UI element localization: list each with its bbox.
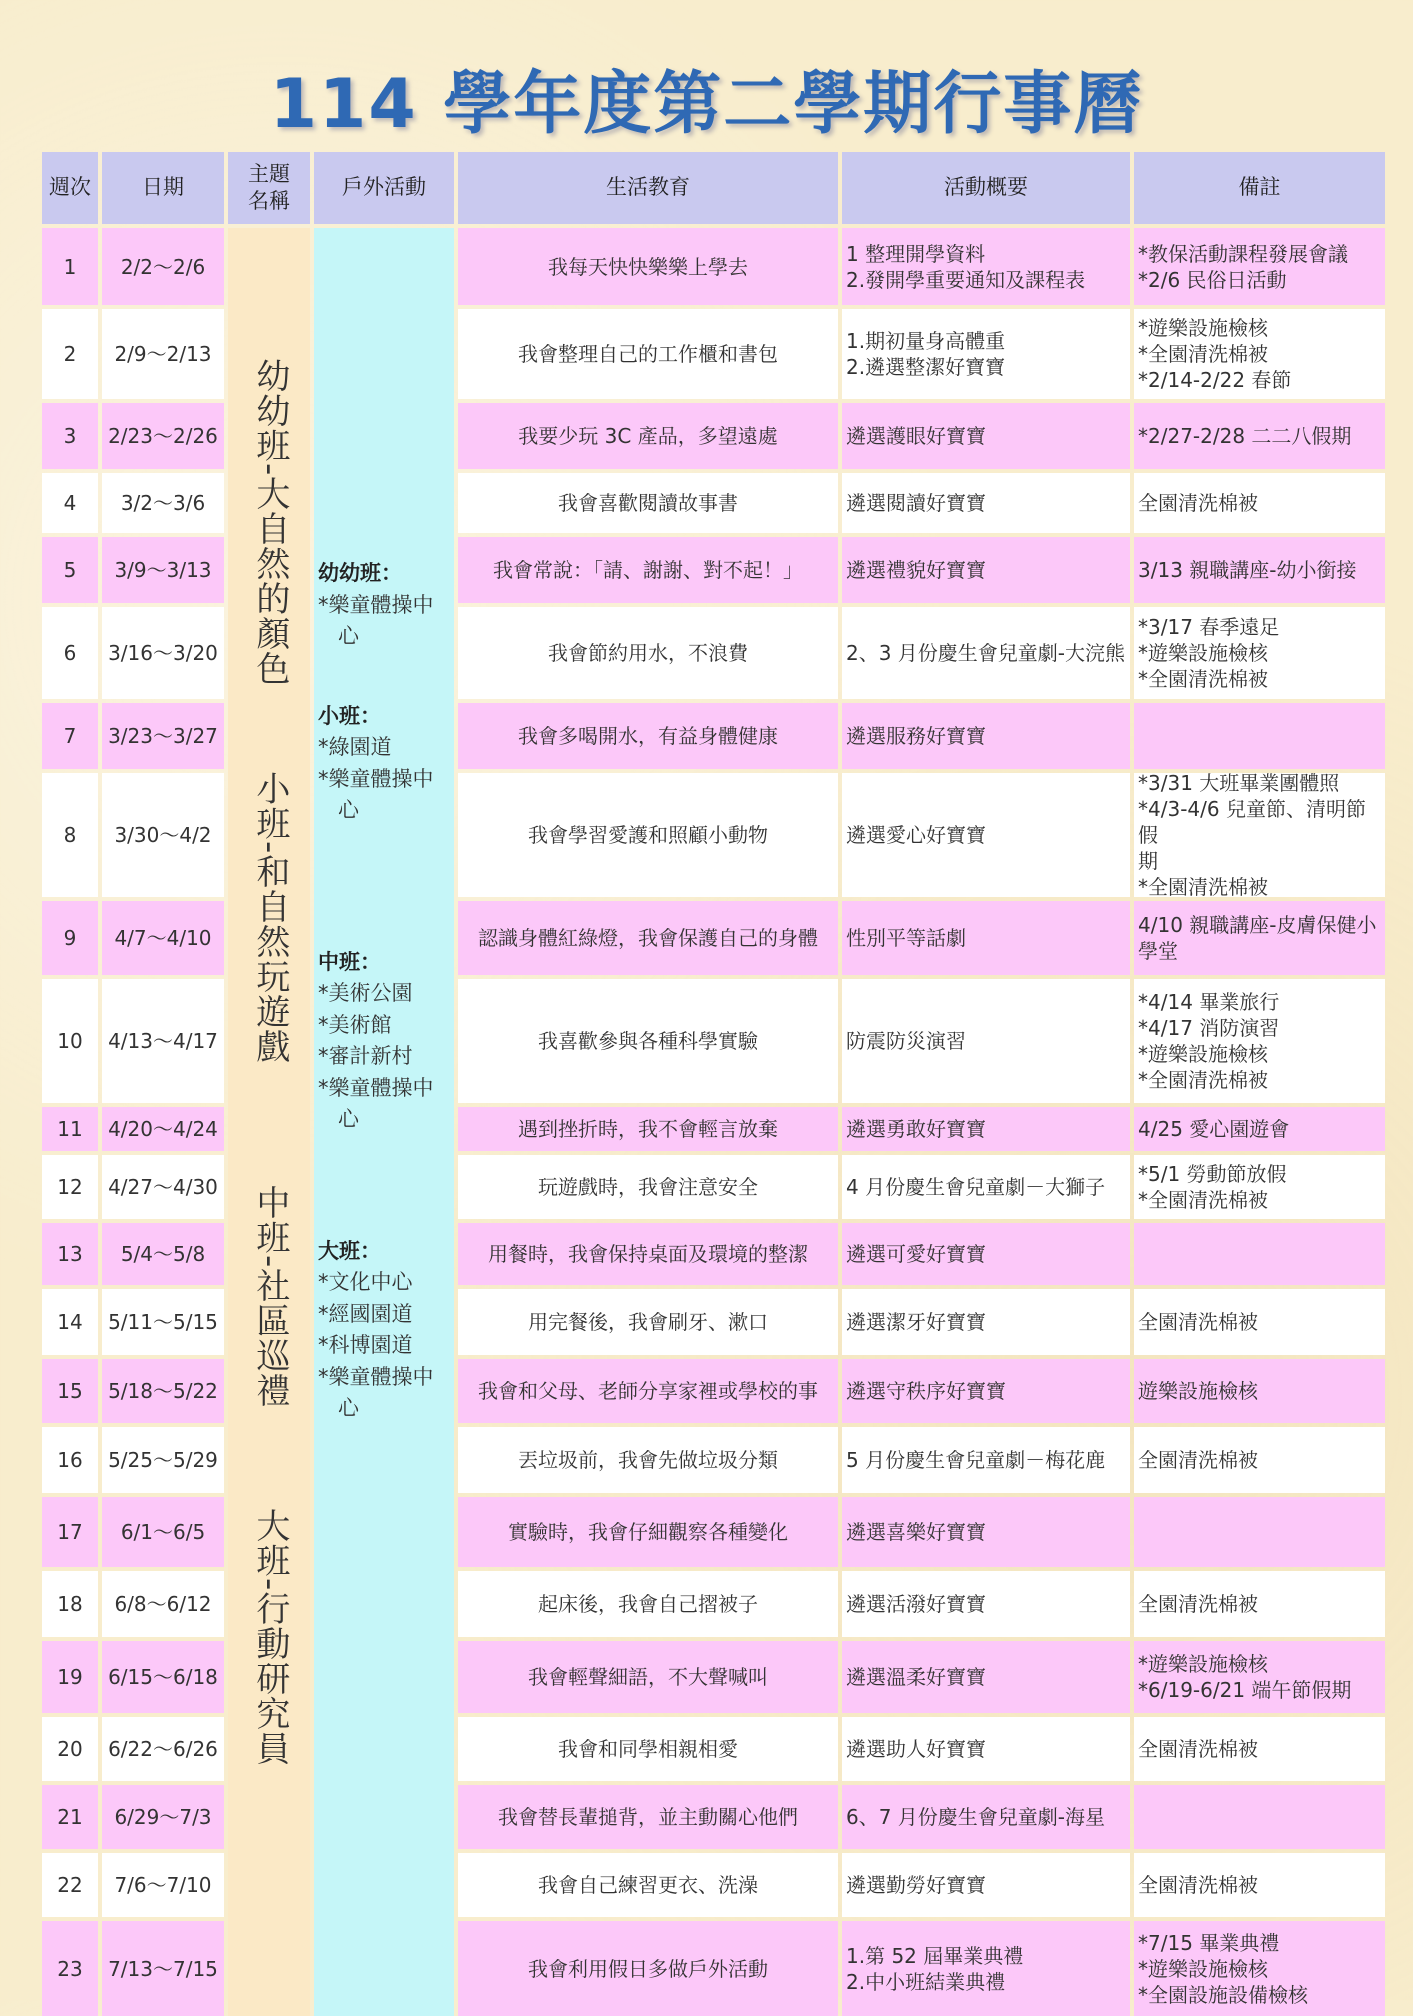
date-cell: 3/2～3/6 [102, 473, 224, 533]
date-cell: 3/23～3/27 [102, 703, 224, 769]
life-education-cell: 我會替長輩搥背，並主動關心他們 [458, 1785, 838, 1849]
header-date: 日期 [102, 152, 224, 224]
notes-cell [1134, 901, 1385, 975]
date-cell: 6/1～6/5 [102, 1497, 224, 1567]
date-cell: 6/15～6/18 [102, 1641, 224, 1713]
note-line: *3/31 大班畢業團體照 [1138, 773, 1340, 795]
activity-summary-cell [842, 1571, 1130, 1637]
note-line: 全園清洗棉被 [1138, 1592, 1258, 1616]
note-line: *2/6 民俗日活動 [1138, 267, 1287, 292]
notes-cell [1134, 1223, 1385, 1285]
activity-summary-cell [842, 1717, 1130, 1781]
date-cell: 2/2～2/6 [102, 228, 224, 305]
week-cell: 8 [42, 773, 98, 897]
summary-line: 遴選守秩序好寶寶 [846, 1379, 1006, 1403]
note-line: 3/13 親職講座-幼小銜接 [1138, 558, 1357, 582]
summary-line: 1.第 52 屆畢業典禮 [846, 1943, 1024, 1968]
date-cell: 5/4～5/8 [102, 1223, 224, 1285]
life-education-cell: 我會和同學相親相愛 [458, 1717, 838, 1781]
notes-cell [1134, 1427, 1385, 1493]
summary-line: 遴選助人好寶寶 [846, 1737, 986, 1761]
summary-line: 1 整理開學資料 [846, 241, 986, 266]
summary-line: 遴選活潑好寶寶 [846, 1592, 986, 1616]
week-cell: 1 [42, 228, 98, 305]
activity-summary-cell [842, 1289, 1130, 1355]
date-cell: 6/8～6/12 [102, 1571, 224, 1637]
date-cell: 4/13～4/17 [102, 979, 224, 1103]
note-line: *5/1 勞動節放假 [1138, 1162, 1287, 1186]
week-cell: 14 [42, 1289, 98, 1355]
header-activity-summary: 活動概要 [842, 152, 1130, 224]
outdoor-group-head: 中班： [318, 949, 381, 974]
life-education-cell: 我會節約用水，不浪費 [458, 607, 838, 699]
activity-summary-cell [842, 1223, 1130, 1285]
note-line: *全園清洗棉被 [1138, 1068, 1268, 1092]
theme-large: 大班-行動研究員 [249, 1507, 290, 1767]
date-cell: 4/20～4/24 [102, 1107, 224, 1151]
life-education-cell: 我會和父母、老師分享家裡或學校的事 [458, 1359, 838, 1423]
note-line: 學堂 [1138, 939, 1178, 963]
week-cell: 5 [42, 537, 98, 603]
date-cell: 2/23～2/26 [102, 403, 224, 469]
note-line: 4/10 親職講座-皮膚保健小 [1138, 913, 1377, 937]
summary-line: 防震防災演習 [846, 1029, 966, 1053]
notes-cell [1134, 1107, 1385, 1151]
outdoor-item: 心 [338, 624, 359, 648]
week-cell: 7 [42, 703, 98, 769]
note-line: *4/3-4/6 兒童節、清明節假 [1138, 797, 1366, 847]
note-line: *2/27-2/28 二二八假期 [1138, 424, 1352, 448]
note-line: *全園設施設備檢核 [1138, 1982, 1308, 2007]
life-education-cell: 認識身體紅綠燈，我會保護自己的身體 [458, 901, 838, 975]
activity-summary-cell [842, 1359, 1130, 1423]
life-education-cell: 實驗時，我會仔細觀察各種變化 [458, 1497, 838, 1567]
notes-cell [1134, 1785, 1385, 1849]
week-cell: 20 [42, 1717, 98, 1781]
notes-cell [1134, 1155, 1385, 1219]
life-education-cell: 我會喜歡閱讀故事書 [458, 473, 838, 533]
life-education-cell: 我要少玩 3C 產品，多望遠處 [458, 403, 838, 469]
notes-cell [1134, 607, 1385, 699]
life-education-cell: 丟垃圾前，我會先做垃圾分類 [458, 1427, 838, 1493]
life-education-cell: 我會自己練習更衣、洗澡 [458, 1853, 838, 1917]
activity-summary-cell [842, 901, 1130, 975]
life-education-cell: 我每天快快樂樂上學去 [458, 228, 838, 305]
summary-line: 遴選閱讀好寶寶 [846, 491, 986, 515]
life-education-cell: 我會整理自己的工作櫃和書包 [458, 309, 838, 399]
outdoor-toddler [318, 558, 434, 653]
outdoor-item: *樂童體操中 [318, 592, 434, 617]
week-cell: 22 [42, 1853, 98, 1917]
life-education-cell: 用完餐後，我會刷牙、漱口 [458, 1289, 838, 1355]
outdoor-small [318, 701, 434, 827]
outdoor-group-head: 幼幼班： [318, 561, 402, 585]
summary-line: 5 月份慶生會兒童劇－梅花鹿 [846, 1448, 1106, 1472]
week-cell: 3 [42, 403, 98, 469]
week-cell: 12 [42, 1155, 98, 1219]
note-line: 4/25 愛心園遊會 [1138, 1117, 1290, 1141]
note-line: *遊樂設施檢核 [1138, 1956, 1268, 1981]
note-line: *全園清洗棉被 [1138, 667, 1268, 691]
note-line: *全園清洗棉被 [1138, 875, 1268, 897]
week-cell: 2 [42, 309, 98, 399]
activity-summary-cell [842, 1785, 1130, 1849]
date-cell: 4/27～4/30 [102, 1155, 224, 1219]
week-cell: 17 [42, 1497, 98, 1567]
summary-line: 遴選喜樂好寶寶 [846, 1520, 986, 1544]
notes-cell [1134, 473, 1385, 533]
summary-line: 2.發開學重要通知及課程表 [846, 267, 1086, 292]
date-cell: 6/22～6/26 [102, 1717, 224, 1781]
date-cell: 6/29～7/3 [102, 1785, 224, 1849]
header-life-education: 生活教育 [458, 152, 838, 224]
activity-summary-cell [842, 607, 1130, 699]
outdoor-item: *文化中心 [318, 1270, 413, 1294]
week-cell: 18 [42, 1571, 98, 1637]
date-cell: 5/11～5/15 [102, 1289, 224, 1355]
note-line: *4/17 消防演習 [1138, 1016, 1280, 1040]
summary-line: 遴選勤勞好寶寶 [846, 1873, 986, 1897]
summary-line: 1.期初量身高體重 [846, 329, 1006, 353]
outdoor-item: *科博園道 [318, 1333, 413, 1357]
activity-summary-cell [842, 1427, 1130, 1493]
outdoor-large [318, 1236, 434, 1425]
activity-summary-cell [842, 537, 1130, 603]
life-education-cell: 遇到挫折時，我不會輕言放棄 [458, 1107, 838, 1151]
activity-summary-cell [842, 1107, 1130, 1151]
date-cell: 5/25～5/29 [102, 1427, 224, 1493]
note-line: 全園清洗棉被 [1138, 491, 1258, 515]
life-education-cell: 用餐時，我會保持桌面及環境的整潔 [458, 1223, 838, 1285]
week-cell: 16 [42, 1427, 98, 1493]
activity-summary-cell [842, 1497, 1130, 1567]
summary-line: 6、7 月份慶生會兒童劇-海星 [846, 1805, 1106, 1829]
notes-cell [1134, 228, 1385, 305]
header-outdoor: 戶外活動 [314, 152, 454, 224]
activity-summary-cell [842, 309, 1130, 399]
notes-cell [1134, 1289, 1385, 1355]
activity-summary-cell [842, 979, 1130, 1103]
date-cell: 3/9～3/13 [102, 537, 224, 603]
theme-small: 小班-和自然玩遊戲 [249, 771, 290, 1065]
date-cell: 3/16～3/20 [102, 607, 224, 699]
summary-line: 遴選溫柔好寶寶 [846, 1665, 986, 1689]
note-line: *3/17 春季遠足 [1138, 615, 1280, 639]
note-line: 遊樂設施檢核 [1138, 1379, 1258, 1403]
outdoor-item: *美術公園 [318, 981, 413, 1005]
outdoor-group-head: 大班： [318, 1238, 381, 1263]
notes-cell [1134, 703, 1385, 769]
theme-middle: 中班-社區巡禮 [249, 1184, 290, 1408]
summary-line: 遴選服務好寶寶 [846, 724, 986, 748]
note-line: *2/14-2/22 春節 [1138, 368, 1292, 392]
date-cell: 3/30～4/2 [102, 773, 224, 897]
outdoor-item: *美術館 [318, 1012, 392, 1037]
activity-summary-cell [842, 228, 1130, 305]
week-cell: 13 [42, 1223, 98, 1285]
outdoor-item: *綠園道 [318, 735, 392, 759]
notes-cell [1134, 1921, 1385, 2016]
outdoor-item: *樂童體操中 [318, 766, 434, 791]
note-line: 期 [1138, 849, 1158, 873]
week-cell: 15 [42, 1359, 98, 1423]
notes-cell [1134, 537, 1385, 603]
activity-summary-cell [842, 1853, 1130, 1917]
life-education-cell: 玩遊戲時，我會注意安全 [458, 1155, 838, 1219]
note-line: 全園清洗棉被 [1138, 1310, 1258, 1334]
week-cell: 10 [42, 979, 98, 1103]
outdoor-middle [318, 947, 434, 1136]
outdoor-item: 心 [338, 1107, 359, 1131]
outdoor-item: *樂童體操中 [318, 1364, 434, 1389]
summary-line: 2.遴選整潔好寶寶 [846, 355, 1006, 379]
note-line: 全園清洗棉被 [1138, 1737, 1258, 1761]
week-cell: 21 [42, 1785, 98, 1849]
notes-cell [1134, 1497, 1385, 1567]
date-cell: 4/7～4/10 [102, 901, 224, 975]
week-cell: 9 [42, 901, 98, 975]
notes-cell [1134, 1717, 1385, 1781]
note-line: *遊樂設施檢核 [1138, 1652, 1268, 1676]
outdoor-item: 心 [338, 1396, 359, 1420]
notes-cell [1134, 1571, 1385, 1637]
summary-line: 遴選勇敢好寶寶 [846, 1117, 986, 1141]
activity-summary-cell [842, 703, 1130, 769]
life-education-cell: 起床後，我會自己摺被子 [458, 1571, 838, 1637]
header-notes: 備註 [1134, 152, 1385, 224]
notes-cell [1134, 773, 1385, 897]
activity-summary-cell [842, 1155, 1130, 1219]
note-line: *遊樂設施檢核 [1138, 316, 1268, 340]
outdoor-column [314, 228, 454, 2016]
outdoor-item: *經國園道 [318, 1301, 413, 1326]
week-cell: 19 [42, 1641, 98, 1713]
theme-toddler: 幼幼班-大自然的顏色 [249, 358, 290, 687]
week-cell: 6 [42, 607, 98, 699]
date-cell: 5/18～5/22 [102, 1359, 224, 1423]
date-cell: 7/6～7/10 [102, 1853, 224, 1917]
summary-line: 4 月份慶生會兒童劇－大獅子 [846, 1175, 1106, 1199]
summary-line: 遴選禮貌好寶寶 [846, 558, 986, 582]
note-line: *4/14 畢業旅行 [1138, 990, 1280, 1014]
notes-cell [1134, 309, 1385, 399]
life-education-cell: 我會輕聲細語，不大聲喊叫 [458, 1641, 838, 1713]
summary-line: 遴選愛心好寶寶 [846, 823, 986, 847]
date-cell: 2/9～2/13 [102, 309, 224, 399]
note-line: *全園清洗棉被 [1138, 1188, 1268, 1212]
activity-summary-cell [842, 1921, 1130, 2016]
life-education-cell: 我會常說：「請、謝謝、對不起！」 [458, 537, 838, 603]
life-education-cell: 我會利用假日多做戶外活動 [458, 1921, 838, 2016]
summary-line: 性別平等話劇 [846, 926, 966, 950]
note-line: *遊樂設施檢核 [1138, 1042, 1268, 1066]
summary-line: 遴選潔牙好寶寶 [846, 1310, 986, 1334]
note-line: 全園清洗棉被 [1138, 1448, 1258, 1472]
header-week: 週次 [42, 152, 98, 224]
notes-cell [1134, 403, 1385, 469]
notes-cell [1134, 1359, 1385, 1423]
outdoor-group-head: 小班： [318, 703, 381, 728]
life-education-cell: 我喜歡參與各種科學實驗 [458, 979, 838, 1103]
summary-line: 遴選護眼好寶寶 [846, 424, 986, 448]
summary-line: 2、3 月份慶生會兒童劇-大浣熊 [846, 641, 1126, 665]
summary-line: 遴選可愛好寶寶 [846, 1242, 986, 1266]
week-cell: 4 [42, 473, 98, 533]
activity-summary-cell [842, 403, 1130, 469]
calendar-table [42, 152, 1377, 2007]
note-line: *7/15 畢業典禮 [1138, 1930, 1280, 1955]
outdoor-item: *審計新村 [318, 1044, 413, 1068]
week-cell: 23 [42, 1921, 98, 2016]
header-theme: 主題名稱 [228, 152, 310, 224]
date-cell: 7/13～7/15 [102, 1921, 224, 2016]
outdoor-item: 心 [338, 798, 359, 822]
note-line: *全園清洗棉被 [1138, 342, 1268, 366]
note-line: 全園清洗棉被 [1138, 1873, 1258, 1897]
life-education-cell: 我會學習愛護和照顧小動物 [458, 773, 838, 897]
theme-column [228, 228, 310, 2016]
summary-line: 2.中小班結業典禮 [846, 1969, 1006, 1994]
notes-cell [1134, 1853, 1385, 1917]
activity-summary-cell [842, 1641, 1130, 1713]
note-line: *遊樂設施檢核 [1138, 641, 1268, 665]
activity-summary-cell [842, 473, 1130, 533]
note-line: *教保活動課程發展會議 [1138, 241, 1348, 266]
notes-cell [1134, 1641, 1385, 1713]
notes-cell [1134, 979, 1385, 1103]
note-line: *6/19-6/21 端午節假期 [1138, 1678, 1352, 1702]
week-cell: 11 [42, 1107, 98, 1151]
life-education-cell: 我會多喝開水，有益身體健康 [458, 703, 838, 769]
outdoor-item: *樂童體操中 [318, 1075, 434, 1100]
page-title: 114 學年度第二學期行事曆 [269, 65, 1144, 144]
activity-summary-cell [842, 773, 1130, 897]
